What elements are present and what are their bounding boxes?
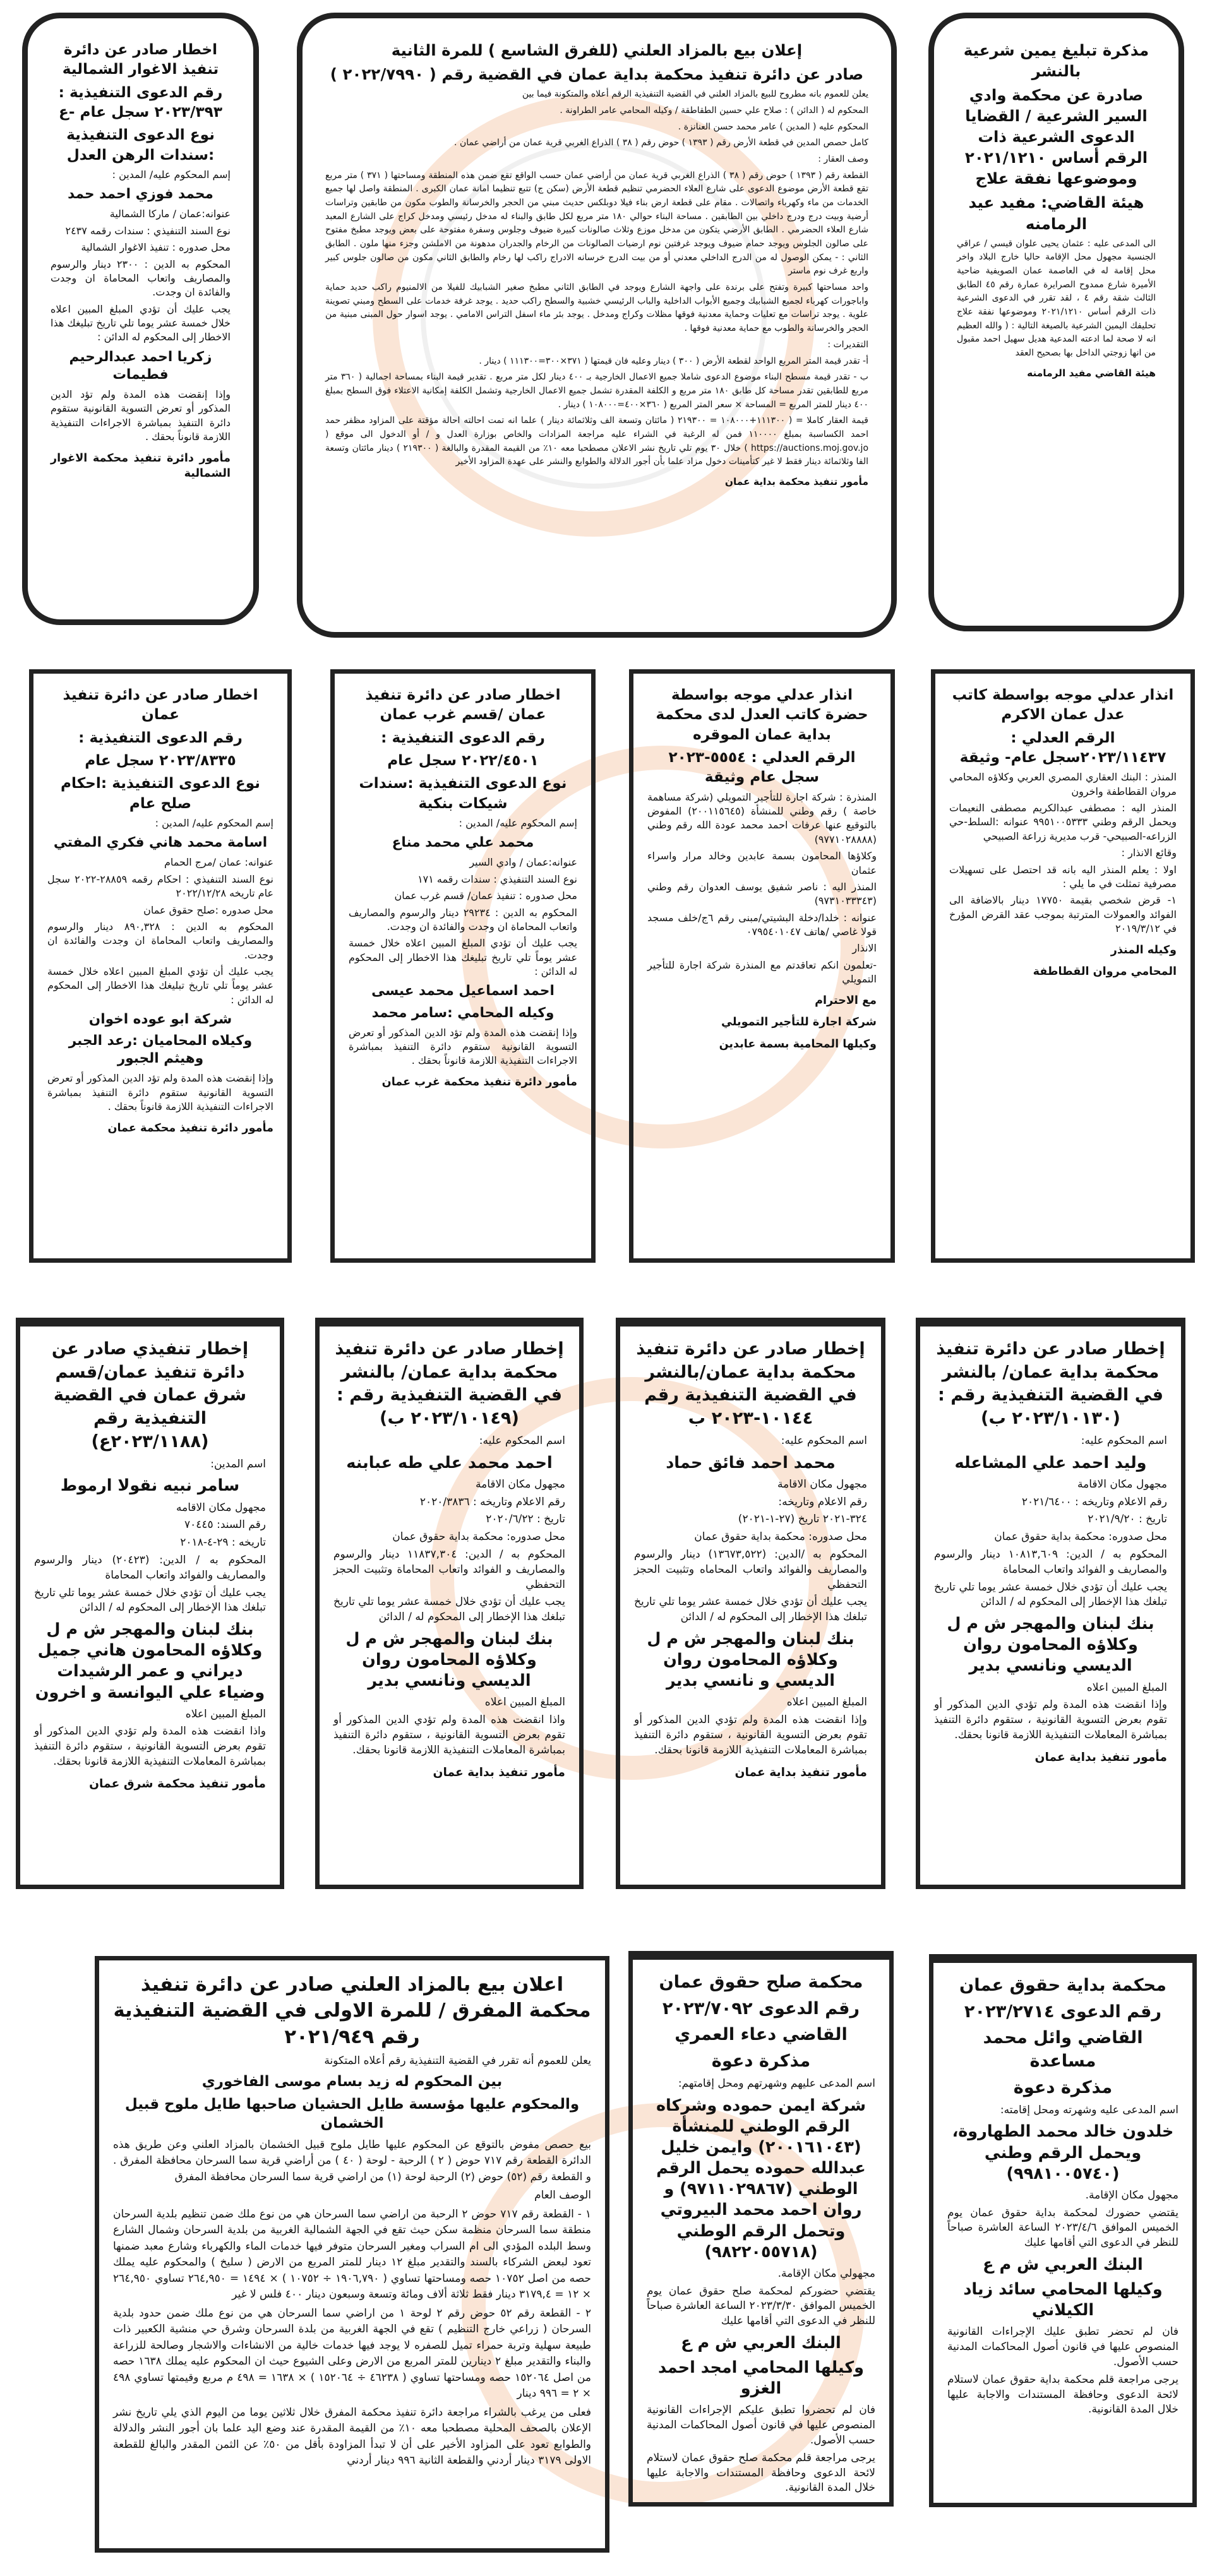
- notice-heading: اخطار صادر عن دائرة تنفيذ عمان: [63, 686, 258, 724]
- party-name: البنك العربي ش م ع: [681, 2333, 841, 2352]
- notice-heading: إخطار صادر عن دائرة تنفيذ محكمة بداية عمان/ بالنشر في القضية التنفيذية رقم : (٢٠٢٣/١٠١٤٩ ب): [335, 1339, 564, 1429]
- notice-wadi-alseer-sharia: [928, 13, 1184, 631]
- notice-body-text: ١ - القطعة رقم ٧١٧ حوض ٢ الرحبة من اراضي سما السرحان هي من نوع ملك ضمن تنظيم بلدية السرحان منطقة سما السرحان منظمة سكن حيث تقع في الجهة الشمالية الغربية من بلدية السرحان وشمال الشارع وسط البلده المؤدي الى ام السراب ومغير السرحان متوفر فيها خدمات الماء والكهرباء وشارع معبد ضمنها تعود لبعض الشركاء بالسند والتقدير مبلغ ١٢ دينار للمتر المربع من الارض ( سليخ ) والمحكوم عليه يملك حصه من اصل ١٠٧٥٢ حصه ومساحتها تساوي ( ١٩٠٦,٧٩٠ ÷ ١٠٧٥٢ ) × ١٤٩٤ = ٢٦٤,٩٥٠ تساوي ٢٦٤,٩٥٠ × ١٢ = ٣١٧٩,٤ دينار فقط ثلاثة ألاف ومائة وتسعة وسبعون دينار ٤٠٠ فلس لا غير: [113, 2207, 592, 2301]
- notice-body-text: المبلغ المبين اعلاه: [1086, 1681, 1167, 1694]
- notice-heading: إخطار تنفيذي صادر عن دائرة تنفيذ عمان/قسم شرق عمان في القضية التنفيذية رقم (٢٠٢٣/١١٨٨ع): [51, 1339, 249, 1452]
- notice-heading: رقم الدعوى التنفيذية : ٢٠٢٣/٣٩٣ سجل عام -ع: [58, 83, 223, 121]
- notice-body-text: وإذا إنقضت هذه المدة ولم تؤد الدين المذكور أو تعرض التسوية القانونية ستقوم دائرة التنفيذ بمباشرة الاجراءات التنفيذية اللازمة قانوناً بحقك .: [349, 1026, 577, 1067]
- notice-body-text: تاريخ : ٢٠٢٠/٦/٢٢: [486, 1513, 565, 1526]
- notice-heading: مذكرة دعوة: [711, 2051, 811, 2072]
- notice-body-text: يجب عليك أن تؤدي خلال خمسة عشر يوما تلي تاريخ تبلغك هذا الإخطار إلى المحكوم له / الدائن: [34, 1586, 266, 1614]
- party-name: والمحكوم عليها مؤسسة طايل الحشيان صاحبها طايل ملوح قبيل الخشمان: [124, 2096, 580, 2132]
- party-name: بين المحكوم له زيد بسام موسى الفاخوري: [201, 2073, 503, 2090]
- notice-body-text: اسم المدعى عليهم وشهرتهم ومحل إقامتهم:: [678, 2077, 875, 2090]
- notice-body-text: تاريخ : ٢٠٢١/٩/٢٠: [1088, 1513, 1167, 1526]
- party-name: وليد احمد علي المشاعله: [954, 1453, 1147, 1472]
- notice-heading: مذكرة دعوة: [1013, 2077, 1113, 2097]
- notice-heading: نوع الدعوى التنفيذية :احكام صلح عام: [61, 775, 260, 812]
- notice-body-text: التقديرات :: [827, 339, 868, 350]
- notice-heading: ٢٠٢٣/٨٣٣٥ سجل عام: [85, 751, 236, 769]
- notice-body-text: رقم الاعلام وتاريخه : ٢٠٢٠/٣٨٣٦: [419, 1495, 565, 1508]
- notice-body-text: عنوانه:عمان / ماركا الشمالية: [109, 208, 231, 220]
- notice-body-text: المحكوم به الدين : ٨٩٠,٣٢٨ دينار والرسوم والمصاريف واتعاب المحاماة ان وجدت والفائدة ان وجدت.: [47, 920, 273, 961]
- notice-body-text: محل صدوره :صلح حقوق عمان: [143, 903, 273, 916]
- notice-signature: مأمور تنفيذ محكمة بداية عمان: [724, 476, 868, 487]
- notice-body-text: مجهول مكان الاقامة: [476, 1477, 565, 1491]
- notice-heading: صادر عن دائرة تنفيذ محكمة بداية عمان في القضية رقم ( ٢٠٢٢/٧٩٩٠ ): [330, 65, 864, 84]
- notice-body-text: وإذا إنقضت هذه المدة ولم تؤد الدين المذكور أو تعرض التسوية القانونية ستقوم دائرة التنفيذ بمباشرة الاجراءات التنفيذية اللازمة قانوناً بحقك .: [51, 388, 231, 443]
- notice-body-text: وإذا انقضت هذه المدة ولم تؤدي الدين المذكور أو تقوم بعرض التسوية القانونية ، ستقوم دائرة التنفيذ بمباشرة المعاملات التنفيذية اللازمة قانونا بحقك.: [634, 1714, 867, 1756]
- notice-body-text: المحكوم له ( الدائن ) : صلاح علي حسين الطقاطقة / وكيله المحامي عامر الطراونة .: [560, 105, 868, 116]
- party-name: بنك لبنان والمهجر ش م ل وكلاؤه المحامون روان الديسي ونانسي بدير: [345, 1629, 553, 1691]
- notice-signature: وكيله المنذر: [1110, 943, 1177, 957]
- notice-heading: محكمة صلح حقوق عمان: [659, 1972, 863, 1992]
- notice-body-text: -تعلمون انكم تعاقدتم مع المنذرة شركة اجارة للتأجير التمويلي: [647, 958, 877, 986]
- notice-heading: رقم الدعوى التنفيذية :: [381, 729, 545, 746]
- notice-body-text: يقتضي حضورك لمحكمة بداية حقوق عمان يوم الخميس الموافق ٢٠٢٣/٤/٦ الساعة العاشرة صباحاً للنظر في الدعوى التي أقامها عليك: [947, 2206, 1179, 2250]
- notice-mafraq-auction: [95, 1956, 609, 2553]
- party-name: محمد احمد فائق حماد: [666, 1453, 836, 1472]
- notice-body-text: محل صدوره: محكمة بداية حقوق عمان: [994, 1530, 1167, 1544]
- notice-body-text: اسم المدعى عليه وشهرته ومحل إقامته:: [1000, 2103, 1178, 2116]
- party-name: وكيلها المحامي امجد احمد الغزو: [657, 2358, 865, 2399]
- notice-heading: انذار عدلي موجه بواسطة حضرة كاتب العدل لدى محكمة بداية عمان الموقره: [656, 686, 868, 743]
- notice-body-text: وإذا انقضت هذه المدة ولم تؤدي الدين المذكور أو تقوم بعرض التسوية القانونية ، ستقوم دائرة التنفيذ بمباشرة المعاملات التنفيذية اللازمة قانونا بحقك.: [934, 1698, 1167, 1741]
- party-name: وكيلها المحامي سائد زياد الكيلاني: [963, 2280, 1163, 2320]
- notice-heading: رقم الدعوى التنفيذية :: [78, 729, 243, 746]
- notice-body-text: مجهول مكان الاقامة: [1077, 1477, 1167, 1491]
- notice-body-text: المحكوم به الدين : ٢٩٢٣٤ دينار والرسوم والمصاريف واتعاب المحاماة ان وجدت والفائدة ان وجدت.: [349, 906, 577, 933]
- notice-body-text: رقم الاعلام وتاريخه : ٢٠٢١/٦٤٠٠: [1021, 1495, 1167, 1508]
- notice-body-text: المبلغ المبين اعلاه: [484, 1696, 565, 1709]
- notice-heading: اعلان بيع بالمزاد العلني صادر عن دائرة تنفيذ محكمة المفرق / للمرة الاولى في القضية التنفيذية رقم ٢٠٢١/٩٤٩: [113, 1974, 591, 2048]
- notice-signature: المحامي مروان القطاطفة: [1033, 965, 1177, 979]
- notice-heading: نوع الدعوى التنفيذية :سندات شيكات بنكية: [359, 775, 567, 812]
- notice-amman-execution-8335: [29, 669, 292, 1263]
- notice-body-text: واحد مساحتها كبيرة وتفتح على برندة على واجهة الشارع ويوجد في الطابق الثاني مطبخ صغير الشبابيك للفيلا من الالمنيوم راكب حديد حماية واباجورات كهرباء لجميع الشبابيك وجميع الأبواب الداخلية والباب الرئيسي خشبية والسطح راكب حديد . يوجد غرفة خدمات على السطح ومبني تصوينة علوية . يوجد تراسات مع تعليات وحماية معدنية فوقها مظلات وكراج ومدخل . يوجد بئر ماء اسفل التراس الامامي . يوجد اسوار حول المبنى مبنية من الحجر والخرسانة والطوب مع حماية معدنية فوقها .: [325, 282, 868, 334]
- notice-body-text: واذا انقضت هذه المدة ولم تؤدي الدين المذكور أو تقوم بعرض التسوية القانونية ، ستقوم دائرة التنفيذ بمباشرة المعاملات التنفيذية اللازمة قانونا بحقك.: [333, 1714, 565, 1756]
- notice-heading: إخطار صادر عن دائرة تنفيذ محكمة بداية عمان/بالنشر في القضية التنفيذية رقم ١٠١٤٤-٢٠٢٣ ب: [636, 1339, 865, 1429]
- notice-signature: وكيلها المحامية بسمة عابدين: [719, 1037, 877, 1051]
- notice-heading: رقم الدعوى ٢٠٢٣/٢٧١٤: [964, 2001, 1162, 2022]
- notice-body-text: الانذار: [852, 942, 877, 955]
- notice-body-text: اسم المدين:: [210, 1457, 266, 1470]
- notice-signature: مأمور تنفيذ بداية عمان: [433, 1765, 565, 1779]
- notice-body-text: يرجى مراجعة قلم محكمة صلح حقوق عمان لاستلام لائحة الدعوى وحافظة المستندات والاجابة عليها خلال المدة القانونية.: [647, 2451, 875, 2495]
- notice-body-text: يعلن للعموم بانه مطروح للبيع بالمزاد العلني في القضية التنفيذية الرقم أعلاه والمتكونة فيما بين: [522, 89, 868, 100]
- notice-body-text: اسم المحكوم عليه:: [781, 1434, 867, 1447]
- notice-body-text: الوصف العام: [534, 2189, 591, 2202]
- party-name: وكيلاه المحاميان :رعد الجبر وهيثم الجبور: [68, 1033, 253, 1067]
- notice-body-text: إسم المحكوم عليه/ المدين :: [112, 168, 231, 181]
- notice-body-text: اسم المحكوم عليه:: [1081, 1434, 1167, 1447]
- notice-body-text: عنوانه : خلدا/دخلة البشيتي/مبنى رقم ٦ج/خلف مسجد قولا غاصي /هاتف ٠٧٩٥٤٠١٠٤٧: [647, 911, 877, 938]
- notice-body-text: مجهول مكان الإقامة.: [1085, 2188, 1178, 2202]
- party-name: اسامة محمد هاني فكري المفتي: [53, 835, 268, 851]
- notice-heading: الرقم العدلي : ٢٠٢٣/١١٤٣٧سجل عام- وثيقة: [959, 729, 1166, 766]
- notice-body-text: نوع السند التنفيذي : احكام رقمه ٢٨٨٥٩-٢٠٢٢ سجل عام تاريخه ٢٠٢٢/١٢/٢٨: [47, 873, 274, 900]
- notice-heading: نوع الدعوى التنفيذية :سندات الرهن العدل: [66, 126, 215, 164]
- notice-body-text: رقم السند: ٧٠٤٤٥: [184, 1518, 266, 1532]
- notice-body-text: المحكوم به / الدين: ١١٨٣٧,٣٠٤ دينار والرسوم والمصاريف و الفوائد واتعاب المحاماة وتثبيت الحجز التحفظي: [333, 1548, 565, 1591]
- notice-body-text: وقائع الانذار :: [1121, 847, 1177, 859]
- notice-body-text: يجب عليك أن تؤدي المبلغ المبين اعلاه خلال خمسة عشر يوماً تلي تاريخ تبليغك هذا الاخطار إلى المحكوم له الدائن :: [47, 965, 273, 1006]
- notice-body-text: اولا : يعلم المنذر اليه بانه قد احتصل على تسهيلات مصرفية تمثلت في ما يلي :: [949, 863, 1177, 890]
- notice-body-text: القطعة رقم ( ١٣٩٣ ) حوض رقم ( ٣٨ ) الذراع الغربي قرية عمان من أراضي عمان حسب الواقع تقع ضمن هذه المنطقة ومساحتها ( ٣٧١ ) متر مربع تقع قطعة الأرض موضوع الدعوى على شارع العلاء الحضرمي تنظيم قطعة الأرض (سكن ج) تتبع تنظيما امانة عمان الكبرى . المنطقة واصل لها جميع الخدمات من ماء وكهرباء واتصالات . مقام على قطعة ارض بناء فيلا دوبلكس حديث مبني من الحجر والخرسانة والطوب مكون من طابقين وتراسات أرضية وبيت درج ودرج داخلي بين الطابقين . مساحة البناء حوالي ١٨٠ متر مربع لكل طابق والبناء له مدخل رئيسي ومدخل كراج على الشارع المعبد شارع العلاء الحضرمي . الطابق الأرضي يتكون من مدخل موزع وثلاث صالونات كبيرة ضيوف وجلوس وسفرة مفتوحة على بعض ويوجد مطبخ مفتوح على صالون الجلوس ويوجد حمام ضيوف ويوجد غرفتين نوم ارضيات الصالونات من الرخام والجدران مدهونة من الاملشن وجزء منها ملون . الطابق الثاني : - يمكن الوصول له من الدرج الداخلي معدني أو من بيت الدرج خرسانه الادراج راكب لها رخام والطابق الثاني مكون من صالون جلوس كبير واربع غرف نوم ماستر: [325, 170, 868, 277]
- notice-amman-auction: [297, 13, 897, 638]
- party-name: محمد علي محمد مناع: [392, 835, 534, 851]
- notice-heading: اخطار صادر عن دائرة تنفيذ عمان /قسم غرب عمان: [365, 686, 561, 724]
- party-name: بنك لبنان والمهجر ش م ل وكلاؤه المحامون روان الديسي ونانسي بدير: [947, 1614, 1154, 1676]
- notice-body-text: واذا انقضت هذه المدة ولم تؤدي الدين المذكور أو تقوم بعرض التسوية القانونية ، ستقوم دائرة التنفيذ بمباشرة المعاملات التنفيذية اللازمة قانونا بحقك.: [34, 1725, 266, 1768]
- notice-body-text: يعلن للعموم أنه تقرر في القضية التنفيذية رقم أعلاه المتكونة: [324, 2054, 591, 2067]
- notice-signature: مأمور تنفيذ بداية عمان: [1034, 1750, 1167, 1764]
- party-name: بنك لبنان والمهجر ش م ل وكلاؤه المحامون هاني جميل ديراني و عمر الرشيدات وضياء علي اليوانسة و اخرون: [35, 1620, 265, 1702]
- party-name: زكريا احمد عبدالرحيم فطيمات: [69, 349, 212, 383]
- notice-body-text: أ- تقدر قيمة المتر المربع الواحد لقطعة الأرض ( ٣٠٠ ) دينار وعليه فان قيمتها ( ٣٧١×٣٠٠=١١١٣٠٠ ) دينار .: [479, 355, 868, 366]
- notice-heading: القاضي دعاء العمري: [674, 2025, 848, 2045]
- notice-execution-10130: [916, 1318, 1185, 1889]
- party-name: محمد فوزي احمد حمد: [68, 186, 213, 203]
- notice-west-amman-execution: [330, 669, 596, 1263]
- notice-body-text: المبلغ المبين اعلاه: [786, 1696, 867, 1709]
- notice-body-text: عنوانه: عمان /مرج الحمام: [164, 856, 273, 869]
- notice-signature: هيئة القاضي مفيد الرمامنه: [1027, 367, 1156, 379]
- notice-heading: رقم الدعوى ٢٠٢٣/٧٠٩٢: [662, 1998, 860, 2018]
- notice-signature: مأمور دائرة تنفيذ محكمة غرب عمان: [381, 1075, 577, 1088]
- party-name: بنك لبنان والمهجر ش م ل وكلاؤه المحامون روان الديسي و نانسي بدير: [647, 1629, 854, 1691]
- notice-body-text: محل صدوره: محكمة بداية حقوق عمان: [392, 1530, 565, 1544]
- notice-body-text: مجهول مكان الاقامة: [777, 1477, 867, 1491]
- notice-body-text: ٣٢٤-٢٠٢١ تاريخ (٢٧-١-٢٠٢١): [738, 1513, 867, 1526]
- party-name: شركة ايمن حموده وشركاه الرقم الوطني للمنشأة (٢٠٠١٦١٠٤٣) وايمن خليل عبدالله حموده يحمل الرقم الوطني (٩٧١١٠٢٩٨٦٧) و روان احمد محمد البيروتي وتحمل الرقم الوطني (٩٨٢٢٠٥٥٧١٨): [656, 2096, 866, 2262]
- notice-body-text: نوع السند التنفيذي : سندات رقمه ١٧١: [417, 873, 577, 885]
- notice-body-text: كامل حصص المدين في قطعة الأرض رقم ( ١٣٩٣ ) حوض رقم ( ٣٨ ) الذراع الغربي قرية عمان من أراضي عمان .: [454, 138, 868, 148]
- notice-body-text: رقم الاعلام وتاريخه:: [778, 1495, 867, 1508]
- notice-body-text: محل صدوره : تنفيذ الاغوار الشمالية: [81, 241, 231, 254]
- notice-signature: مأمور تنفيذ بداية عمان: [734, 1765, 867, 1779]
- notice-body-text: مجهول مكان الاقامه: [176, 1501, 266, 1514]
- notice-signature: مأمور تنفيذ محكمة شرق عمان: [89, 1777, 266, 1791]
- notice-heading: صادرة عن محكمة وادي السير الشرعية / القضايا الدعوى الشرعية ذات الرقم أساس ٢٠٢١/١٢١٠ وموضوعها نفقة علاج: [964, 86, 1148, 188]
- notice-body-text: إسم المحكوم عليه/ المدين :: [155, 816, 273, 829]
- notice-body-text: المنذرة : شركة اجارة للتأجير التمويلي (شركة مساهمة خاصة ) رقم وطني للمنشأة (٢٠٠١١٥٦٤٥) المفوض بالتوقيع عنها عرفات احمد محمد عودة الله رقم وطني (٩٧٧١٠٢٨٨٨٨): [647, 790, 877, 845]
- notice-body-text: المحكوم عليه ( المدين ) عامر محمد حسن العنانزة .: [678, 121, 868, 132]
- notice-signature: مأمور دائرة تنفيذ محكمة الاغوار الشمالية: [51, 451, 231, 480]
- notice-body-text: محل صدوره : تنفيذ عمان/ قسم غرب عمان: [394, 890, 577, 902]
- notice-body-text: ب - تقدر قيمة مسطح البناء موضوع الدعوى شاملا جميع الاعمال الخارجية بـ ٤٠٠ دينار لكل متر مربع . تقدير قيمة البناء بمساحة اجمالية ( ٣٦٠ متر مربع للطابقين تقدر مساحة كل طابق ١٨٠ متر مربع و الكلفة المقدرة تشمل جميع الاعمال الخارجية وتشمل الكلفة إمكانية الاعتلاء فوق السطح بمبلغ ٤٠٠ دينار للمتر المربع = المساحة × سعر المتر المربع ( ٣٦٠×٤٠٠=١٠٨٠٠٠ ) دينار .: [325, 372, 868, 410]
- notice-heading: اخطار صادر عن دائرة تنفيذ الاغوار الشمالية: [62, 41, 219, 78]
- notice-body-text: فان لم تحضروا تطبق عليكم الإجراءات القانونية المنصوص عليها في قانون أصول المحاكمات المدنية حسب الأصول.: [647, 2404, 875, 2447]
- notice-body-text: بيع حصص مفوض بالتوقع عن المحكوم عليها طايل ملوح قبيل الخشمان بالمزاد العلني وعن طريق هذه الدائرة القطعة رقم ٧١٧ حوض ( ٢ ) الرحبة - لوحة ( ٤٠ ) من أراضي قرية سما السرحان محافظة المفرق . و القطعة رقم (٥٢) حوض (٢) الرحبة لوحة (١) من اراضي قرية سما السرحان محافظة المفرق: [113, 2138, 591, 2183]
- notice-heading: الرقم العدلي : ٥٥٥٤-٢٠٢٣ سجل عام وثيقة: [668, 748, 856, 786]
- notice-body-text: ٢ - القطعة رقم ٥٢ حوض رقم ٢ لوحة ١ من اراضي سما السرحان هي من نوع ملك ضمن حدود بلدية السرحان ( زراعي خارج التنظيم ) تقع في الجهة الغربية من بلدة السرحان وشرق حي منشية الكعبير ذات طبيعة سهلية وتربة حمراء تميل للصفره لا يوجد فيها خدمات خالية من الانشاءات والاشجار وصالحة للزراعة والبناء والتقدير مبلغ ٢ دينارين للمتر المربع من الارض وعلى الشيوع حيث ان المحكوم عليه يملك ١٦٣٨ حصه من اصل ١٥٢٠٦٤ حصه ومساحتها تساوي ( ٤٦٢٣٨ ÷ ١٥٢٠٦٤ ) × ١٦٣٨ = ٤٩٨ م مربع وقيمتها تساوي ٤٩٨ × ٢ = ٩٩٦ دينار: [113, 2306, 591, 2400]
- notice-body-text: ١- قرض شخصي بقيمة ١٧٧٥٠ دينار بالاضافة الى الفوائد والعمولات المترتبة بموجب عقد القرض المؤرخ في ٢٠١٩/٣/١٢: [949, 894, 1177, 935]
- notice-signature: مأمور دائرة تنفيذ محكمة عمان: [107, 1121, 273, 1135]
- notice-body-text: وصف العقار :: [818, 153, 868, 164]
- notice-signature: مع الاحترام: [815, 994, 877, 1007]
- notice-heading: محكمة بداية حقوق عمان: [959, 1976, 1166, 1995]
- notice-body-text: يجب عليك أن تؤدي المبلغ المبين اعلاه خلال خمسة عشر يوما تلي تاريخ تبليغك هذا الاخطار إلى المحكوم له الدائن :: [51, 302, 231, 343]
- notice-body-text: عنوانه:عمان / وادي السير: [469, 856, 577, 869]
- notice-first-instance-court-summons: [929, 1954, 1197, 2507]
- notice-notary-ijara: [629, 669, 895, 1263]
- party-name: البنك العربي ش م ع: [983, 2255, 1143, 2274]
- party-name: خلدون خالد محمد الطهاروة، ويحمل الرقم وطني (٩٩٨١٠٠٥٧٤٠): [952, 2122, 1174, 2183]
- notice-execution-10144: [616, 1318, 885, 1889]
- notice-heading: مذكرة تبليغ يمين شرعية بالنشر: [963, 41, 1149, 81]
- notice-execution-10149: [315, 1318, 584, 1889]
- notice-body-text: وكلاؤها المحامون بسمة عابدين وخالد مرار واسراء عثمان: [647, 850, 877, 876]
- notice-heading: إعلان بيع بالمزاد العلني (للفرق الشاسع ) للمرة الثانية: [391, 41, 803, 59]
- notice-body-text: المحكوم به الدين : ٢٣٠٠ دينار والرسوم والمصاريف واتعاب المحاماة ان وجدت والفائدة ان وجدت.: [51, 258, 231, 299]
- notice-body-text: محل صدوره: محكمة بداية حقوق عمان: [694, 1530, 867, 1544]
- notice-body-text: يجب عليك أن تؤدي خلال خمسة عشر يوما تلي تاريخ تبلغك هذا الإخطار إلى المحكوم له / الدائن: [934, 1580, 1167, 1609]
- notice-heading: القاضي وائل محمد مساعدة: [983, 2028, 1143, 2072]
- notice-body-text: المبلغ المبين اعلاه: [185, 1707, 266, 1720]
- notice-body-text: قيمة العقار كاملا = ( ١١١٣٠٠+١٠٨٠٠٠ = ٢١٩٣٠٠ ( مائتان وتسعة الف وثلاثمائة دينار ) علما انه تمت احالته احالة مؤقتة على المزاود مظفر حمد احمد الكساسبة بمبلغ ١١٠٠٠٠ فمن له الرغبة في الشراء عليه مراجعة المزادات والخاص بوزارة العدل و / أو الدخول الى موقع ( https://auctions.moj.gov.jo ) خلال ٣٠ يوم تلي تاريخ نشر الاعلان مصطحبا معه ١٠٪ من القيمة المقدرة والبالغة ( ٢١٩٣٠٠ ) دينار مائتان وتسعة الفا وثلاثمائة دينار فقط لا غير كتأمينات دخول مزاد علما بأن أجور الدلالة والطوابع والنشر على عهدة المزاود الأخير: [325, 415, 869, 467]
- notice-body-text: المحكوم به /الدين: (١٣٦٧٣,٥٢٢) دينار والرسوم والمصاريف والفوائد واتعاب المحاماه وتثبيت الحجز التحفظي: [634, 1548, 867, 1591]
- notice-signature: شركة اجارة للتأجير التمويلي: [721, 1016, 877, 1029]
- notice-body-text: فان لم تحضر تطبق عليك الإجراءات القانونية المنصوص عليها في قانون أصول المحاكمات المدنية حسب الأصول.: [947, 2325, 1178, 2369]
- notice-body-text: المنذر اليه : ناصر شفيق يوسف العدوان رقم وطني (٩٧٣١٠٣٣٣٤٣): [647, 880, 877, 907]
- notice-heading: ٢٠٢٢/٤٥٠١ سجل عام: [387, 751, 539, 769]
- notice-body-text: يجب عليك أن تؤدي خلال خمسة عشر يوما تلي تاريخ تبلغك هذا الإخطار إلى المحكوم له / الدائن: [634, 1595, 867, 1624]
- notice-body-text: يرجى مراجعة قلم محكمة بداية حقوق عمان لاستلام لائحة الدعوى وحافظة المستندات والاجابة عليها خلال المدة القانونية.: [947, 2373, 1178, 2416]
- notice-aghwar-execution: [22, 13, 259, 625]
- notice-body-text: فعلى من يرغب بالشراء مراجعة دائرة تنفيذ محكمة المفرق خلال ثلاثين يوما من اليوم الذي يلي تاريخ نشر الإعلان بالصحف المحلية مصطحبا معه ١٠٪ من القيمة المقدرة عند وضع اليد علما بان أجور النشر والدلالة والطوابع تعود على المزاود الأخير على أن لا تبدأ المزاودة بأقل من ٥٠٪ عن الثمن المقدر والبالغ للقطعة الاولى ٣١٧٩ دينار أردني والقطعة الثانية ٩٩٦ دينار أردني: [113, 2406, 592, 2467]
- notice-body-text: وإذا إنقضت هذه المدة ولم تؤد الدين المذكور أو تعرض التسوية القانونية ستقوم دائرة التنفيذ بمباشرة الاجراءات التنفيذية اللازمة قانوناً بحقك .: [47, 1072, 273, 1113]
- notice-body-text: المنذر : البنك العقاري المصري العربي وكلاؤه المحامي مروان القطاطفة واخرون: [949, 771, 1177, 797]
- notice-notary-arab-real-estate-bank: [931, 669, 1195, 1263]
- notice-heading: هيئة القاضي: مفيد عيد الرمامنه: [968, 193, 1144, 233]
- party-name: سامر نبيه نقولا ارموط: [60, 1476, 240, 1496]
- notice-magistrate-court-summons: [628, 1951, 894, 2507]
- notice-body-text: مجهولي مكان الإقامة.: [777, 2267, 875, 2280]
- notice-body-text: المحكوم به / الدين: ١٠٨١٣,٦٠٩ دينار والرسوم والمصاريف و الفوائد واتعاب المحاماة: [934, 1548, 1167, 1576]
- party-name: احمد اسماعيل محمد عيسى: [371, 983, 555, 999]
- notice-east-amman-execution: [16, 1318, 284, 1889]
- notice-heading: إخطار صادر عن دائرة تنفيذ محكمة بداية عمان/ بالنشر في القضية التنفيذية رقم : (٢٠٢٣/١٠١٣٠ ب): [936, 1339, 1165, 1429]
- notice-body-text: المحكوم به / الدين: (٢٠٤٢٣) دينار والرسوم والمصاريف والفوائد واتعاب المحاماة: [34, 1553, 266, 1582]
- notice-body-text: تاريخه : ٢٩-٤-٢٠١٨: [180, 1536, 266, 1549]
- party-name: وكيله المحامي :سامر محمد: [371, 1005, 555, 1021]
- notice-body-text: المنذر اليه : مصطفى عبدالكريم مصطفى النعيمات ويحمل الرقم وطني ٩٩٥١٠٠٥٣٣٣ عنوانه :السلط-حي الزراعه-الصبيحي- قرب مديرية زراعة الصبيحي: [949, 802, 1177, 842]
- notice-body-text: نوع السند التنفيذي : سندات رقمه ٢٤٣٧: [65, 224, 231, 237]
- party-name: احمد محمد علي طه عبابنه: [346, 1453, 553, 1472]
- notice-body-text: يقتضي حضوركم لمحكمة صلح حقوق عمان يوم الخميس الموافق ٢٠٢٣/٣/٣٠ الساعة العاشرة صباحاً للنظر في الدعوى التي أقامها عليك: [647, 2284, 876, 2328]
- notice-body-text: إسم المحكوم عليه/ المدين :: [459, 816, 577, 829]
- notice-body-text: الى المدعى عليه : عثمان يحيى علوان قيسي / عراقي الجنسية مجهول محل الإقامة حاليا خارج البلاد واخر محل إقامة له في العاصمة عمان الصويفية ضاحية الأميرة شارع ممدوح الصرايرة عمارة رقم ٤٥ الطابق الثالث شقة رقم ٤ ، لقد تقرر في الدعوى الشرعية ذات الرقم أساس ٢٠٢١/١٢١٠ وموضوعها نفقة علاج تحليفك اليمين الشرعية بالصيغة التالية : ( والله العظيم انه لا صحة لما ادعته المدعية هديل سهيل احمد مقبول من انها زوجتي الداخل بها بصحيح العقد: [957, 238, 1156, 359]
- notice-body-text: يجب عليك أن تؤدي المبلغ المبين اعلاه خلال خمسة عشر يوماً تلي تاريخ تبليغك هذا الاخطار إلى المحكوم له الدائن :: [349, 937, 577, 978]
- notice-body-text: يجب عليك أن تؤدي خلال خمسة عشر يوما تلي تاريخ تبلغك هذا الإخطار إلى المحكوم له / الدائن: [333, 1595, 565, 1624]
- notice-heading: انذار عدلي موجه بواسطة كاتب عدل عمان الاكرم: [952, 686, 1174, 724]
- notice-body-text: اسم المحكوم عليه:: [479, 1434, 565, 1447]
- party-name: شركة ابو عوده اخوان: [88, 1011, 232, 1028]
